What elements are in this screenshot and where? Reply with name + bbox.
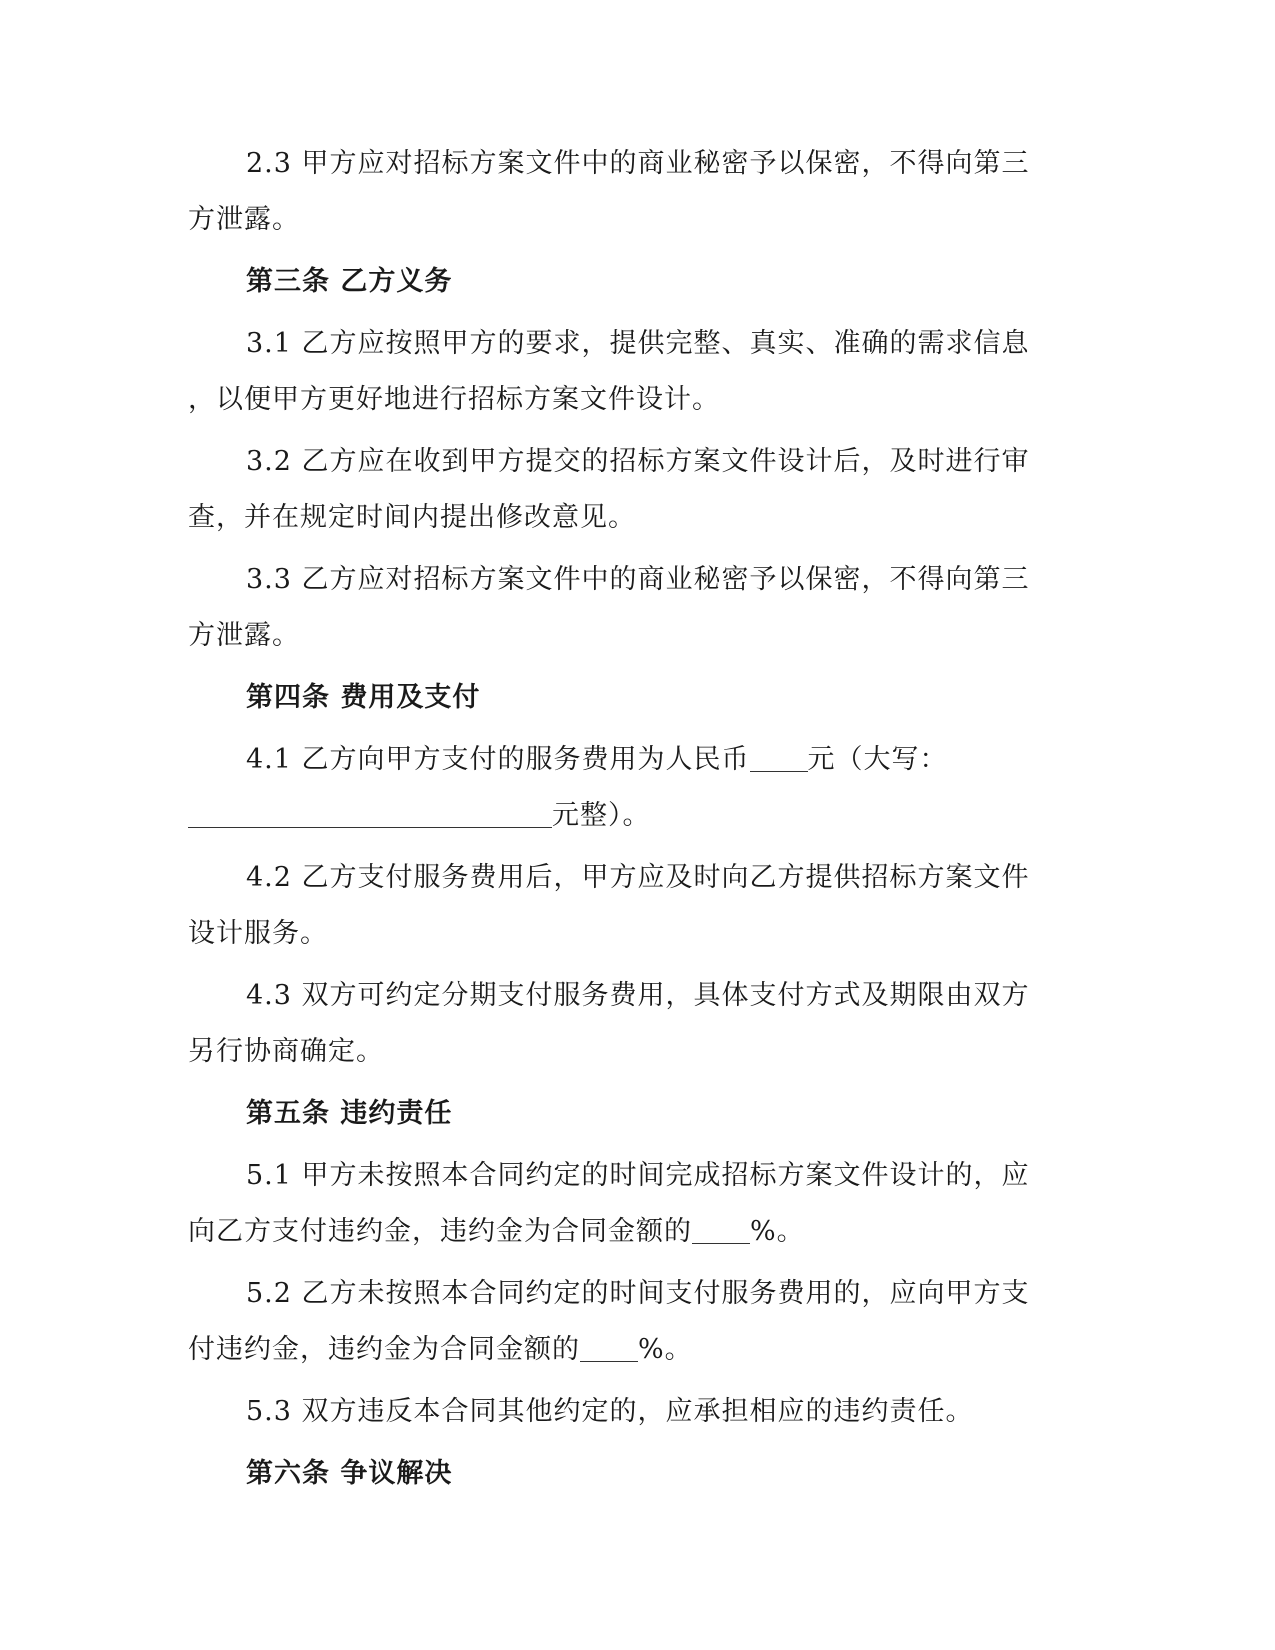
clause-4-1 — [188, 732, 1068, 844]
text-line: 5.1 甲方未按照本合同约定的时间完成招标方案文件设计的，应 — [246, 1160, 1030, 1191]
clause-text: %。 — [750, 1216, 805, 1247]
clause-4-3 — [188, 968, 1068, 1080]
clause-text: %。 — [638, 1334, 693, 1365]
text-line: 3.1 乙方应按照甲方的要求，提供完整、真实、准确的需求信息 — [246, 328, 1030, 359]
text-line: 4.2 乙方支付服务费用后，甲方应及时向乙方提供招标方案文件 — [246, 862, 1030, 893]
clause-3-2 — [188, 434, 1068, 546]
text-line — [188, 1322, 1068, 1378]
clause-3-3 — [188, 552, 1068, 664]
clause-text: 元整）。 — [552, 800, 651, 831]
text-line: 方泄露。 — [188, 620, 300, 651]
text-line: 另行协商确定。 — [188, 1036, 384, 1067]
text-line: 4.3 双方可约定分期支付服务费用，具体支付方式及期限由双方 — [246, 980, 1030, 1011]
clause-text: 向乙方支付违约金，违约金为合同金额的 — [188, 1216, 692, 1247]
text-line: 2.3 甲方应对招标方案文件中的商业秘密予以保密，不得向第三 — [246, 148, 1030, 179]
text-line: 5.3 双方违反本合同其他约定的，应承担相应的违约责任。 — [246, 1396, 974, 1427]
clause-4-2 — [188, 850, 1068, 962]
article-4-heading: 第四条 费用及支付 — [246, 682, 481, 713]
clause-2-3 — [188, 136, 1068, 248]
text-line: 3.2 乙方应在收到甲方提交的招标方案文件设计后，及时进行审 — [246, 446, 1030, 477]
clause-5-3 — [188, 1384, 1068, 1440]
clause-text: 元（大写： — [807, 744, 948, 775]
clause-5-1 — [188, 1148, 1068, 1260]
document-body — [188, 136, 1068, 1508]
article-6-heading: 第六条 争议解决 — [246, 1458, 453, 1489]
article-3-heading: 第三条 乙方义务 — [246, 266, 453, 297]
amount-words-blank[interactable] — [188, 799, 552, 828]
text-line: 方泄露。 — [188, 204, 300, 235]
amount-blank[interactable] — [750, 743, 808, 772]
article-5-heading: 第五条 违约责任 — [246, 1098, 453, 1129]
clause-3-1 — [188, 316, 1068, 428]
clause-5-2 — [188, 1266, 1068, 1378]
penalty-percent-blank[interactable] — [692, 1215, 750, 1244]
text-line: 5.2 乙方未按照本合同约定的时间支付服务费用的，应向甲方支 — [246, 1278, 1030, 1309]
text-line — [188, 732, 1068, 788]
text-line: 查，并在规定时间内提出修改意见。 — [188, 502, 636, 533]
text-line: 设计服务。 — [188, 918, 328, 949]
clause-text: 4.1 乙方向甲方支付的服务费用为人民币 — [246, 744, 750, 775]
text-line: ，以便甲方更好地进行招标方案文件设计。 — [188, 384, 720, 415]
clause-text: 付违约金，违约金为合同金额的 — [188, 1334, 580, 1365]
text-line: 3.3 乙方应对招标方案文件中的商业秘密予以保密，不得向第三 — [246, 564, 1030, 595]
penalty-percent-blank[interactable] — [580, 1333, 638, 1362]
text-line — [188, 1204, 1068, 1260]
text-line — [188, 788, 1068, 844]
